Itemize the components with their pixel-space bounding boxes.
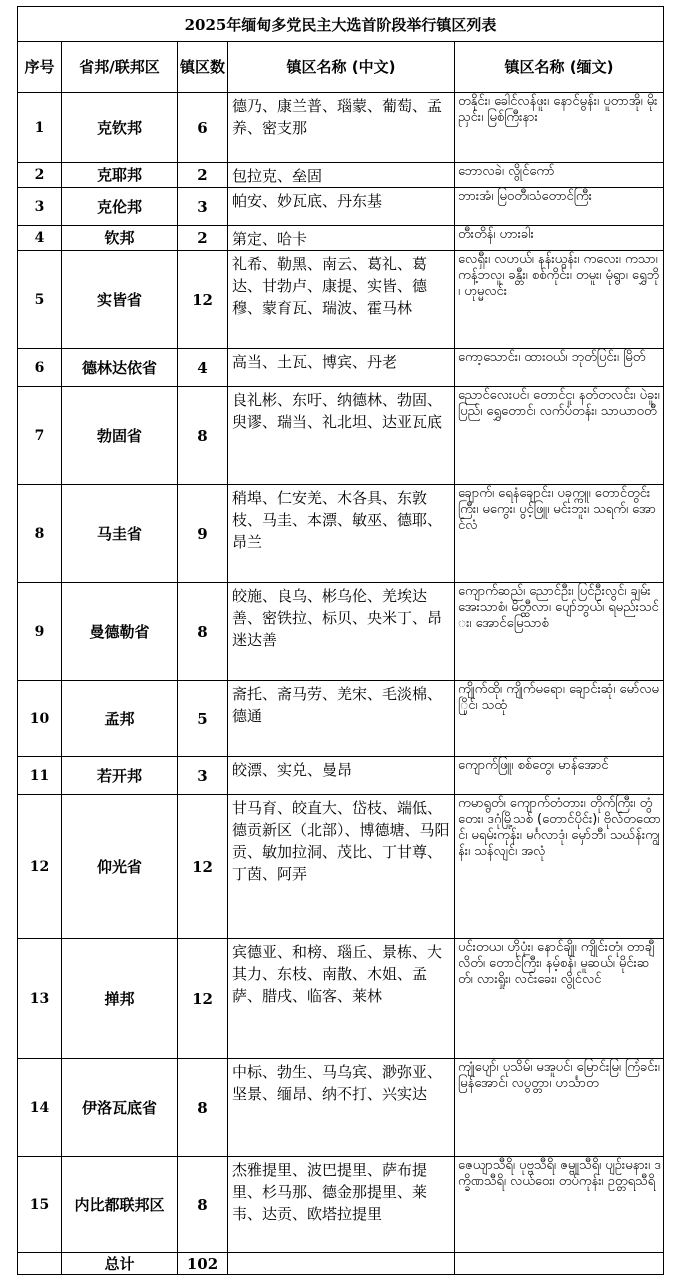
header-no: 序号 xyxy=(18,42,62,93)
township-names-my: ကျုံပျော်၊ ပုသိမ်၊ မအူပင်၊ မြောင်းမြ၊ ကြံခင်း၊ မြန်အောင်၊ လပွတ္တာ၊ ဟင်္သာတ xyxy=(455,1059,664,1157)
state-name: 勃固省 xyxy=(62,387,178,485)
row-number: 8 xyxy=(18,485,62,583)
row-number: 3 xyxy=(18,188,62,226)
state-name: 克伦邦 xyxy=(62,188,178,226)
table-row xyxy=(18,251,664,349)
township-names-my: ချောက်၊ ရေနံချောင်း၊ ပခုက္ကူ၊ တောင်တွင်းကြီး၊ မကွေး၊ ပွင့်ဖြူ၊ မင်းဘူး၊ သရက်၊ အောင်လံ xyxy=(455,485,664,583)
township-names-cn: 中标、勃生、马乌宾、渺弥亚、坚景、缅昂、纳不打、兴实达 xyxy=(228,1059,455,1157)
state-name: 伊洛瓦底省 xyxy=(62,1059,178,1157)
township-names-my: ညောင်လေးပင်၊ တောင်ငူ၊ နတ်တလင်း၊ ပဲခူး၊ ပြည်၊ ရွှေတောင်၊ လက်ပံတန်း၊ သာယာဝတီ xyxy=(455,387,664,485)
header-state: 省邦/联邦区 xyxy=(62,42,178,93)
table-row xyxy=(18,93,664,163)
township-count: 8 xyxy=(178,1059,228,1157)
state-name: 曼德勒省 xyxy=(62,583,178,681)
row-number: 4 xyxy=(18,226,62,251)
township-names-cn: 良礼彬、东吁、纳德林、勃固、臾谬、瑞当、礼北坦、达亚瓦底 xyxy=(228,387,455,485)
township-names-cn: 德乃、康兰普、瑙蒙、葡萄、孟养、密支那 xyxy=(228,93,455,163)
total-empty-no xyxy=(18,1253,62,1275)
state-name: 孟邦 xyxy=(62,681,178,757)
township-names-cn: 礼希、勒黑、南云、葛礼、葛达、甘勃卢、康提、实皆、德穆、蒙育瓦、瑞波、霍马林 xyxy=(228,251,455,349)
row-number: 15 xyxy=(18,1157,62,1253)
township-names-cn: 皎漂、实兑、曼昂 xyxy=(228,757,455,795)
state-name: 德林达依省 xyxy=(62,349,178,387)
township-count: 6 xyxy=(178,93,228,163)
row-number: 2 xyxy=(18,163,62,188)
township-names-my: ကျောက်ဆည်၊ ညောင်ဦး၊ ပြင်ဦးလွင်၊ ချမ်းအေးသာစံ၊ မိတ္ထီလာ၊ ပျော်ဘွယ်၊ ရမည်းသင်း၊ အောင်မြေသာစံ xyxy=(455,583,664,681)
township-names-my: ကျောက်ဖြူ၊ စစ်တွေ၊ မာန်အောင် xyxy=(455,757,664,795)
table-row xyxy=(18,757,664,795)
township-names-cn: 高当、土瓦、博宾、丹老 xyxy=(228,349,455,387)
total-empty-my xyxy=(455,1253,664,1275)
table-row xyxy=(18,939,664,1059)
township-count: 4 xyxy=(178,349,228,387)
state-name: 掸邦 xyxy=(62,939,178,1059)
row-number: 11 xyxy=(18,757,62,795)
table-row xyxy=(18,795,664,939)
table-title: 2025年缅甸多党民主大选首阶段举行镇区列表 xyxy=(18,7,664,42)
row-number: 6 xyxy=(18,349,62,387)
state-name: 若开邦 xyxy=(62,757,178,795)
row-number: 7 xyxy=(18,387,62,485)
township-count: 5 xyxy=(178,681,228,757)
row-number: 9 xyxy=(18,583,62,681)
township-names-my: လေရှီး၊ လဟယ်၊ နန်းယွန်း၊ ကလေး၊ ကသာ၊ ကန့်ဘလူ၊ ခန္တီး၊ စစ်ကိုင်း၊ တမူး၊ မုံရွာ၊ ရွှေဘို၊ ဟုမ္မလင်း xyxy=(455,251,664,349)
township-count: 3 xyxy=(178,757,228,795)
township-count: 12 xyxy=(178,939,228,1059)
township-count: 2 xyxy=(178,163,228,188)
township-count: 8 xyxy=(178,387,228,485)
header-township-my: 镇区名称 (缅文) xyxy=(455,42,664,93)
table-row xyxy=(18,1059,664,1157)
township-count: 2 xyxy=(178,226,228,251)
table-row xyxy=(18,1157,664,1253)
township-names-my: ဘားအံ၊ မြဝတီ၊သံတောင်ကြီး xyxy=(455,188,664,226)
state-name: 克耶邦 xyxy=(62,163,178,188)
township-count: 8 xyxy=(178,583,228,681)
table-row xyxy=(18,681,664,757)
header-row xyxy=(18,42,664,93)
state-name: 克钦邦 xyxy=(62,93,178,163)
township-count: 3 xyxy=(178,188,228,226)
township-count: 12 xyxy=(178,251,228,349)
township-names-cn: 杰雅提里、波巴提里、萨布提里、杉马那、德金那提里、莱韦、达贡、欧塔拉提里 xyxy=(228,1157,455,1253)
table-row xyxy=(18,188,664,226)
table-row xyxy=(18,349,664,387)
table-row xyxy=(18,226,664,251)
township-names-my: ကျိုက်ထို၊ ကျိုက်မရော၊ ချောင်းဆုံ၊ မော်လမြိုင်၊ သထုံ xyxy=(455,681,664,757)
township-names-cn: 宾德亚、和榜、瑙丘、景栋、大其力、东枝、南散、木姐、孟萨、腊戌、临客、莱林 xyxy=(228,939,455,1059)
township-count: 8 xyxy=(178,1157,228,1253)
title-row xyxy=(18,7,664,42)
table-row xyxy=(18,387,664,485)
row-number: 1 xyxy=(18,93,62,163)
township-names-my: တနိုင်း၊ ခေါင်လန်ဖူး၊ နောင်မွန်း၊ ပူတာအို၊ မိုးညှင်း၊ မြစ်ကြီးနား xyxy=(455,93,664,163)
state-name: 仰光省 xyxy=(62,795,178,939)
header-count: 镇区数 xyxy=(178,42,228,93)
table-row xyxy=(18,583,664,681)
state-name: 内比都联邦区 xyxy=(62,1157,178,1253)
township-names-cn: 斋托、斋马劳、羌宋、毛淡棉、德通 xyxy=(228,681,455,757)
township-names-cn: 包拉克、垒固 xyxy=(228,163,455,188)
table-row xyxy=(18,163,664,188)
township-names-my: ပင်းတယ၊ ဟိုပုံး၊ နောင်ချို၊ ကျိုင်းတုံ၊ တာချီလိတ်၊ တောင်ကြီး၊ နမ့်စန်၊ မူဆယ်၊ မိုင်းဆတ်၊ လားရှိုး၊ လင်းခေး၊ လွိုင်လင် xyxy=(455,939,664,1059)
total-row xyxy=(18,1253,664,1275)
township-names-cn: 稍埠、仁安羌、木各具、东敦枝、马圭、本漂、敏巫、德耶、昂兰 xyxy=(228,485,455,583)
township-names-my: ဘောလခဲ၊ လွိုင်ကော် xyxy=(455,163,664,188)
township-names-my: တီးတိန်၊ ဟားခါး xyxy=(455,226,664,251)
township-names-cn: 皎施、良乌、彬乌伦、羌埃达善、密铁拉、标贝、央米丁、昂迷达善 xyxy=(228,583,455,681)
township-names-my: ကော့သောင်း၊ ထားဝယ်၊ ဘုတ်ပြင်း၊ မြိတ် xyxy=(455,349,664,387)
row-number: 5 xyxy=(18,251,62,349)
township-names-my: ကမာရွတ်၊ ကျောက်တံတား၊ တိုက်ကြီး၊ တွံတေး၊ ဒဂုံမြို့သစ် (တောင်ပိုင်း)၊ ဗိုလ်တထောင်၊ မရမ်းကုန်း၊ မင်္ဂလာဒုံ၊ မှော်ဘီ၊ သဃ်န်းကျွန်း၊ သန်လျင်၊ အလုံ xyxy=(455,795,664,939)
total-count: 102 xyxy=(178,1253,228,1275)
row-number: 13 xyxy=(18,939,62,1059)
township-names-cn: 帕安、妙瓦底、丹东基 xyxy=(228,188,455,226)
township-names-cn: 第定、哈卡 xyxy=(228,226,455,251)
total-label: 总计 xyxy=(62,1253,178,1275)
township-names-my: ဇေယျာသီရိ၊ ပုဗ္ဗသီရိ၊ ဇမ္ဗူသီရိ၊ ပျဉ်းမနား၊ ဒက္ခိဏသီရိ၊ လယ်ဝေး၊ တပ်ကုန်း၊ ဥတ္တရသီရိ xyxy=(455,1157,664,1253)
township-count: 9 xyxy=(178,485,228,583)
row-number: 12 xyxy=(18,795,62,939)
township-count: 12 xyxy=(178,795,228,939)
header-township-cn: 镇区名称 (中文) xyxy=(228,42,455,93)
state-name: 实皆省 xyxy=(62,251,178,349)
state-name: 马圭省 xyxy=(62,485,178,583)
total-empty-cn xyxy=(228,1253,455,1275)
table-body xyxy=(18,93,664,1253)
state-name: 钦邦 xyxy=(62,226,178,251)
document xyxy=(17,6,663,1275)
township-table xyxy=(17,6,664,1275)
township-names-cn: 甘马育、皎直大、岱枝、端低、德贡新区（北部）、博德塘、马阳贡、敏加拉洞、茂比、丁甘尊、丁茵、阿弄 xyxy=(228,795,455,939)
table-row xyxy=(18,485,664,583)
row-number: 10 xyxy=(18,681,62,757)
row-number: 14 xyxy=(18,1059,62,1157)
